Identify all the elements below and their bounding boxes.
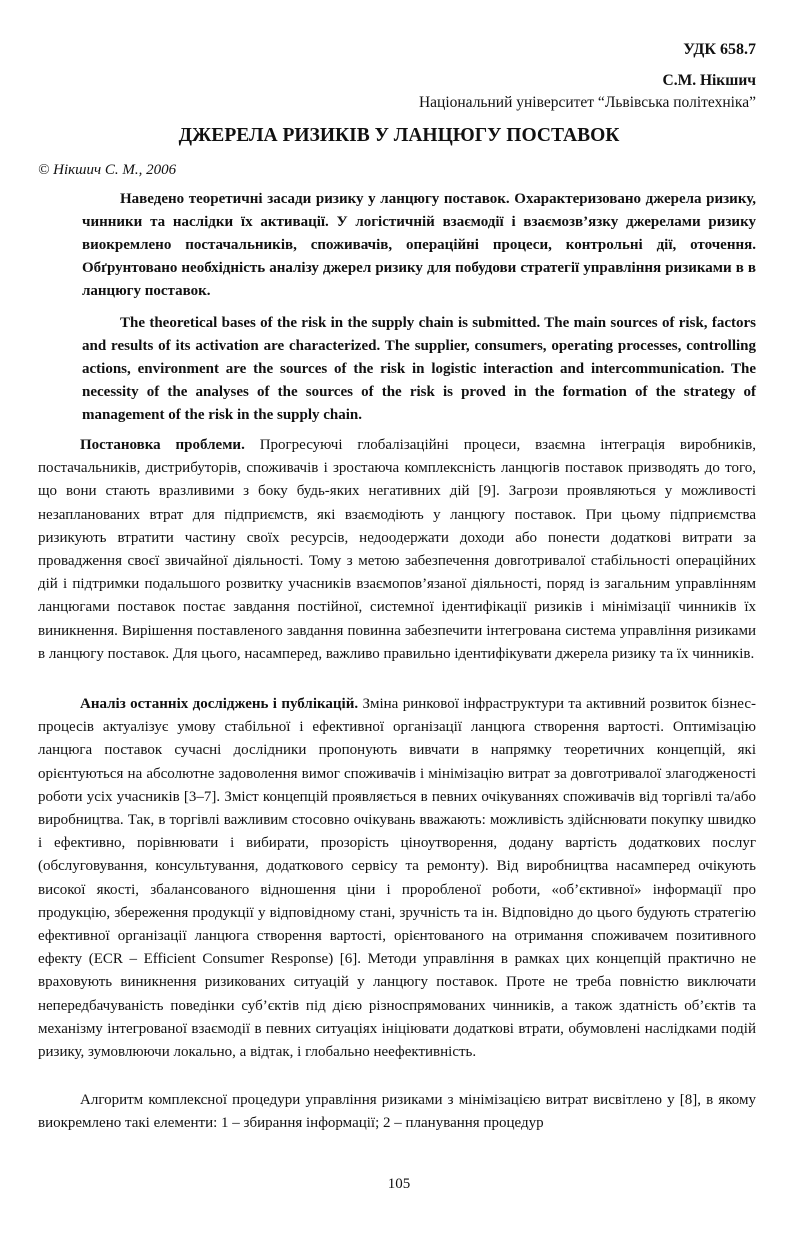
- copyright-notice: © Нікшич С. М., 2006: [38, 162, 177, 178]
- section-text-problem: Прогресуючі глобалізаційні процеси, взаємна інтеграція виробників, постачальників, дистрибуторів, споживачів і зростаюча комплексність ланцюгів поставок призводять до того, що вони стають вразливими з боку будь-яких негативних дій [9]. Загрози проявляються у можливості незапланованих втрат для підприємств, які взаємодіють у ланцюгу поставок. При цьому підприємства ризикують втратити частину своїх ресурсів, недоодержати доходи або понести додаткові витрати за провадження своєї звичайної діяльності. Тому з метою забезпечення довготривалої стабільності операційних дій і підтримки подальшого розвитку учасників взаємопов’язаної діяльності, поряд із загальним управлінням ланцюгами поставок постає завдання постійної, системної ідентифікації ризиків і мінімізації чинників їх виникнення. Вирішення поставленого завдання повинна забезпечити інтегрована система управління ризиками в ланцюгу поставок. Для цього, насамперед, важливо правильно ідентифікувати джерела ризику та їх чинників.: [38, 437, 756, 662]
- paragraph-algorithm: [38, 1089, 756, 1135]
- section-text-analysis: Зміна ринкової інфраструктури та активний розвиток бізнес-процесів актуалізує умову стабільної і ефективної організації ланцюга створення вартості. Оптимізацію ланцюга поставок сучасні дослідники пропонують вивчати в напрямку теоретичних концепцій, які орієнтуються на абсолютне задоволення вимог споживачів і мінімізацію витрат за довготривалої злагодженості роботи усіх учасників [3–7]. Зміст концепцій проявляється в певних очікуваннях споживачів від торгівлі та/або виробництва. Так, в торгівлі важливим стосовно очікувань вважають: можливість здійснювати покупку швидко і ефективно, порівнювати і вибирати, прозорість ціноутворення, додану вартість додаткових послуг (обслуговування, консультування, додаткового сервісу та ремонту). Від виробництва насамперед очікують високої якості, збалансованого відношення ціни і проробленої роботи, «об’єктивної» інформації про продукцію, збереження продукції у відповідному стані, зручність та ін. Відповідно до цього будують стратегію ефективної організації ланцюга створення вартості, орієнтованого на отримання споживачем позитивного ефекту (ECR – Efficient Consumer Response) [6]. Методи управління в рамках цих концепцій практично не враховують виникнення ризикованих ситуацій у ланцюгу поставок. Проте не треба повністю виключати непередбачуваність поведінки суб’єктів під дією різноспрямованих чинників, а також здатність об’єктів та механізму інтегрованої взаємодії в певних ситуаціях ініціювати додаткові втрати, обумовлені наслідками подій ризику, зумовлюючи локально, а відтак, і глобально неефективність.: [38, 696, 756, 1061]
- section-literature-analysis: [38, 693, 756, 1064]
- section-heading-analysis: Аналіз останніх досліджень і публікацій.: [80, 696, 359, 712]
- author-affiliation: Національний університет “Львівська політехніка”: [418, 94, 756, 111]
- author-name: С.М. Нікшич: [662, 72, 756, 89]
- paragraph-text-algorithm: Алгоритм комплексної процедури управління ризиками з мінімізацією витрат висвітлено у [8], в якому виокремлено такі елементи: 1 – збирання інформації; 2 – планування процедур: [38, 1092, 756, 1132]
- udc-code: УДК 658.7: [683, 41, 756, 58]
- paper-title: ДЖЕРЕЛА РИЗИКІВ У ЛАНЦЮГУ ПОСТАВОК: [178, 125, 620, 146]
- section-problem-statement: [38, 434, 756, 666]
- abstract-ukrainian: Наведено теоретичні засади ризику у ланцюгу поставок. Охарактеризовано джерела ризику, чинники та наслідки їх активації. У логістичній взаємодії і взаємозв’язку джерелами ризику виокремлено постачальників, споживачів, операційні процеси, контрольні дії, оточення. Обґрунтовано необхідність аналізу джерел ризику для побудови стратегії управління ризиками в в ланцюгу поставок.: [82, 191, 756, 299]
- abstract-english: The theoretical bases of the risk in the supply chain is submitted. The main sources of risk, factors and results of its activation are characterized. The supplier, consumers, operating processes, controlling actions, environment are the sources of the risk in logistic interaction and intercommunication. The necessity of the analyses of the sources of the risk is proved in the formation of the strategy of management of the risk in the supply chain.: [82, 315, 756, 423]
- section-heading-problem: Постановка проблеми.: [80, 437, 245, 453]
- page-number: 105: [387, 1176, 411, 1192]
